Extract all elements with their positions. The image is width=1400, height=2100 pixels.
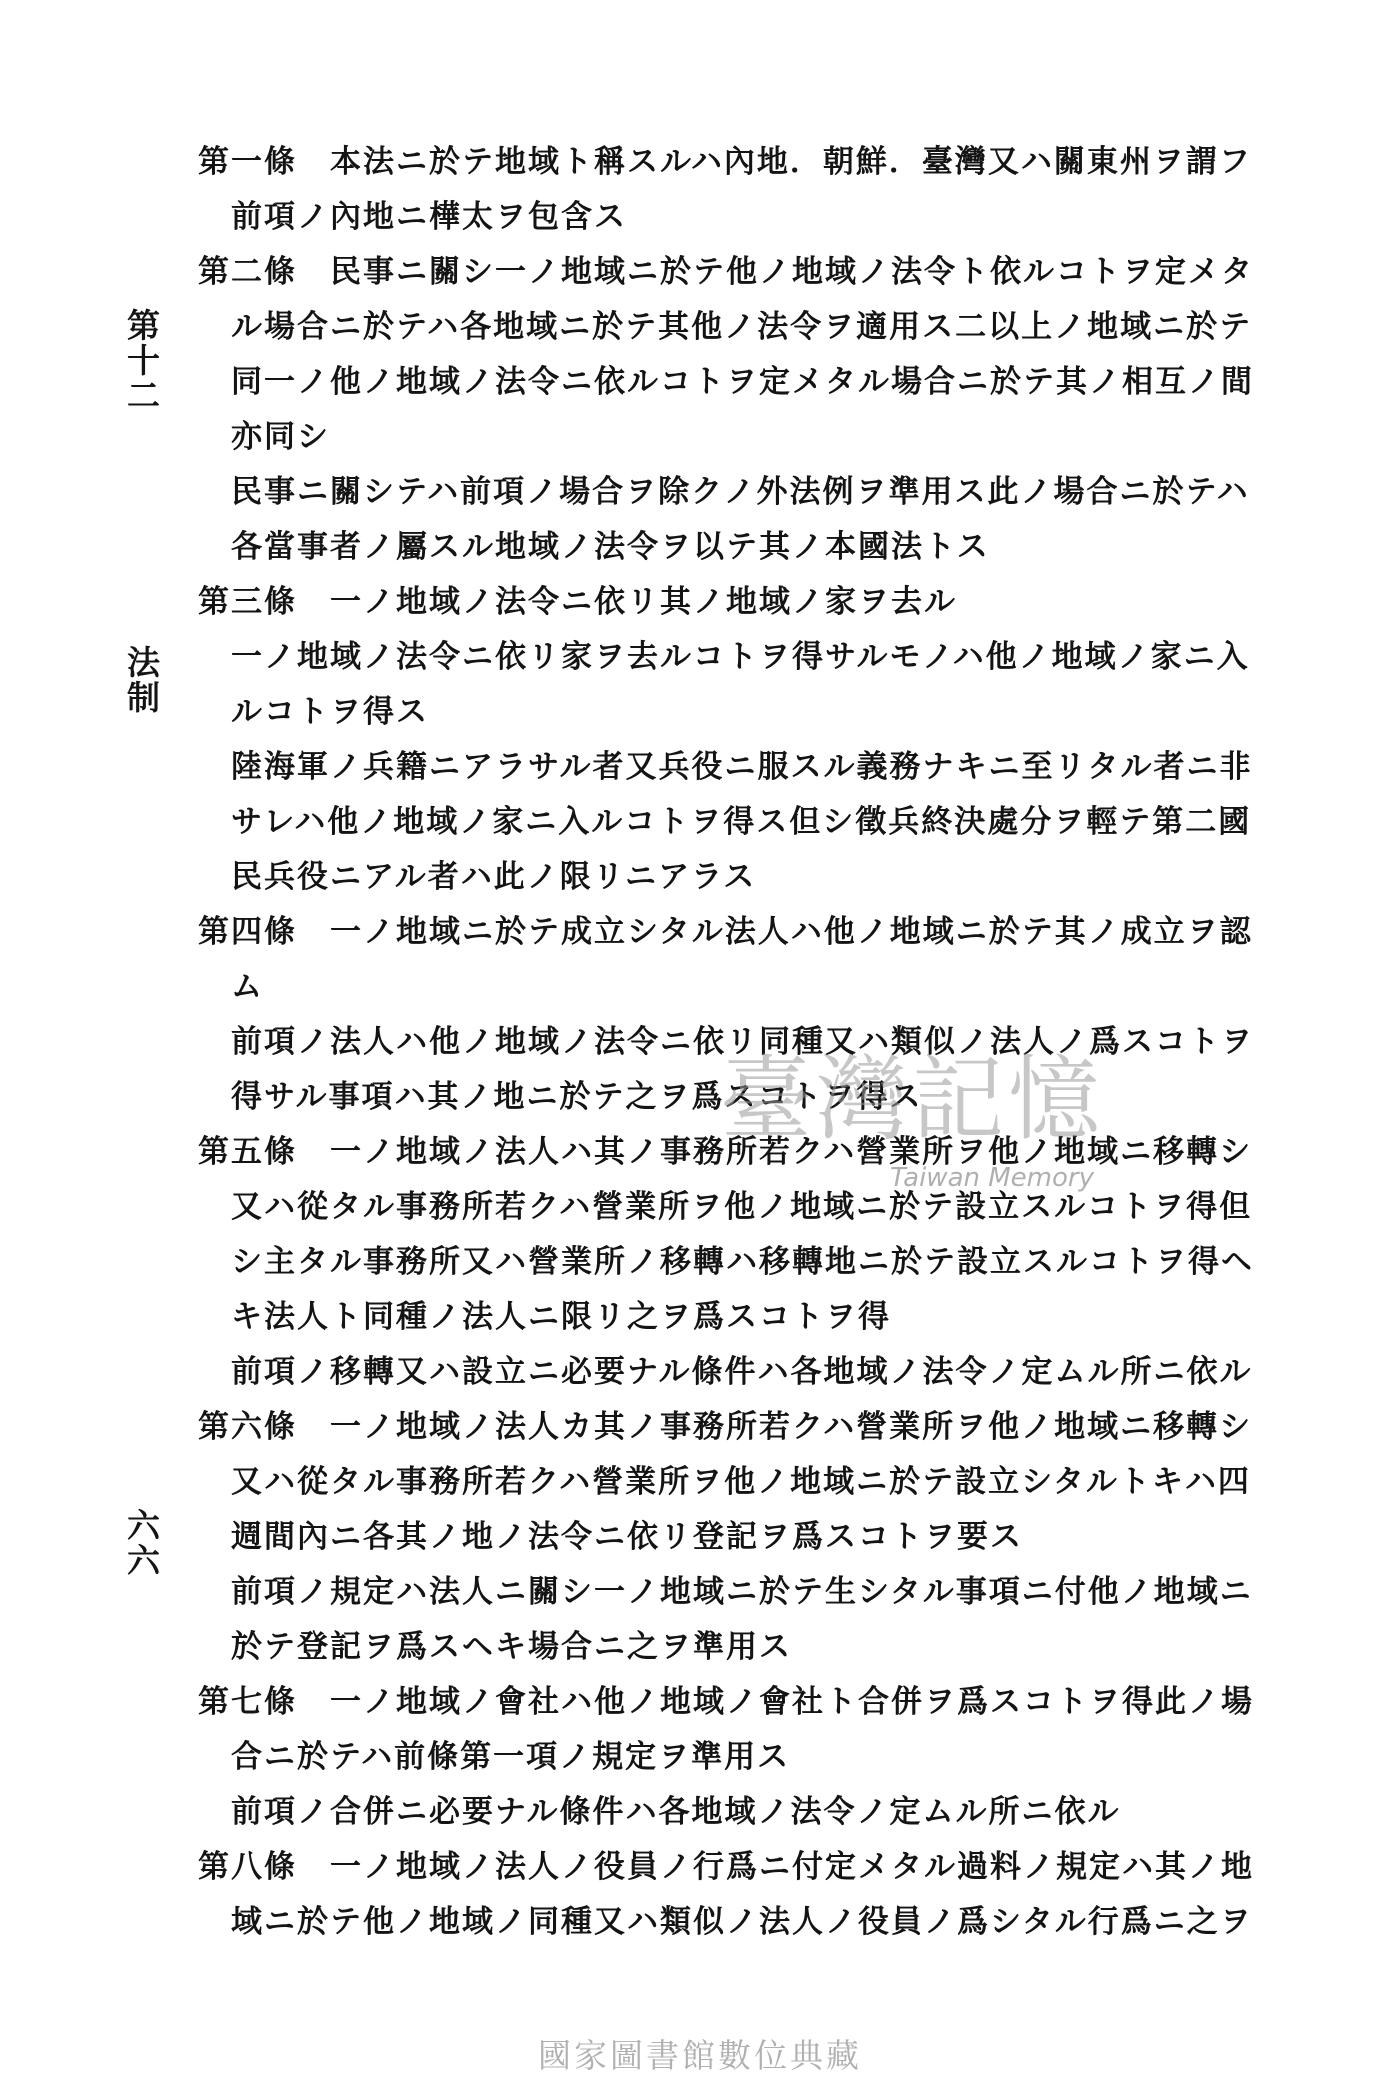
article-4 (198, 905, 1283, 1125)
article-line: ル場合ニ於テハ各地域ニ於テ其他ノ法令ヲ適用ス二以上ノ地域ニ於テ (231, 309, 1253, 345)
article-line: ルコトヲ得ス (231, 694, 429, 730)
article-7 (198, 1675, 1283, 1840)
article-line: 域ニ於テ他ノ地域ノ同種又ハ類似ノ法人ノ役員ノ爲シタル行爲ニ之ヲ (231, 1904, 1253, 1940)
article-line: 第五條 一ノ地域ノ法人ハ其ノ事務所若クハ營業所ヲ他ノ地域ニ移轉シ (198, 1134, 1253, 1170)
article-line: 前項ノ移轉又ハ設立ニ必要ナル條件ハ各地域ノ法令ノ定ムル所ニ依ル (231, 1354, 1253, 1390)
article-line: 民兵役ニアル者ハ此ノ限リニアラス (231, 859, 757, 895)
watermark-subtitle: Taiwan Memory (890, 1163, 1094, 1193)
article-line: 第二條 民事ニ關シ一ノ地域ニ於テ他ノ地域ノ法令ト依ルコトヲ定メタ (198, 254, 1254, 290)
article-line: キ法人ト同種ノ法人ニ限リ之ヲ爲スコトヲ得 (231, 1299, 891, 1335)
article-line: 得サル事項ハ其ノ地ニ於テ之ヲ爲スコトヲ得ス (231, 1079, 923, 1115)
article-8 (198, 1840, 1283, 1950)
margin-section-label: 法制 (122, 645, 161, 715)
article-5 (198, 1125, 1283, 1400)
article-line: 前項ノ內地ニ樺太ヲ包含ス (231, 199, 627, 235)
article-2 (198, 245, 1283, 575)
article-3 (198, 575, 1283, 905)
article-line: 亦同シ (231, 419, 330, 455)
article-line: 第八條 一ノ地域ノ法人ノ役員ノ行爲ニ付定メタル過料ノ規定ハ其ノ地 (198, 1849, 1254, 1885)
article-line: 陸海軍ノ兵籍ニアラサル者又兵役ニ服スル義務ナキニ至リタル者ニ非 (231, 749, 1253, 785)
article-line: 第四條 一ノ地域ニ於テ成立シタル法人ハ他ノ地域ニ於テ其ノ成立ヲ認 (198, 914, 1253, 950)
document-body (198, 135, 1283, 1950)
article-line: 第六條 一ノ地域ノ法人カ其ノ事務所若クハ營業所ヲ他ノ地域ニ移轉シ (198, 1409, 1253, 1445)
article-line: 前項ノ合併ニ必要ナル條件ハ各地域ノ法令ノ定ムル所ニ依ル (231, 1794, 1121, 1830)
article-1 (198, 135, 1283, 245)
article-6 (198, 1400, 1283, 1675)
article-line: 同一ノ他ノ地域ノ法令ニ依ルコトヲ定メタル場合ニ於テ其ノ相互ノ間 (231, 364, 1254, 400)
watermark-logo-text: 臺灣記憶 (720, 1046, 1105, 1153)
article-line: 民事ニ關シテハ前項ノ場合ヲ除クノ外法例ヲ準用ス此ノ場合ニ於テハ (231, 474, 1250, 510)
article-line: 又ハ從タル事務所若クハ營業所ヲ他ノ地域ニ於テ設立シタルトキハ四 (231, 1464, 1251, 1500)
article-line: サレハ他ノ地域ノ家ニ入ルコトヲ得ス但シ徵兵終決處分ヲ輕テ第二國 (231, 804, 1252, 840)
article-line: 各當事者ノ屬スル地域ノ法令ヲ以テ其ノ本國法トス (231, 529, 990, 565)
article-line: ム (231, 969, 264, 1005)
article-line: 於テ登記ヲ爲スヘキ場合ニ之ヲ準用ス (231, 1629, 792, 1665)
article-line: 週間內ニ各其ノ地ノ法令ニ依リ登記ヲ爲スコトヲ要ス (231, 1519, 1023, 1555)
article-line: シ主タル事務所又ハ營業所ノ移轉ハ移轉地ニ於テ設立スルコトヲ得ヘ (231, 1244, 1254, 1280)
page-number: 六六 (122, 1508, 161, 1578)
article-line: 又ハ從タル事務所若クハ營業所ヲ他ノ地域ニ於テ設立スルコトヲ得但 (231, 1189, 1253, 1225)
article-line: 第三條 一ノ地域ノ法令ニ依リ其ノ地域ノ家ヲ去ル (198, 584, 957, 620)
article-line: 一ノ地域ノ法令ニ依リ家ヲ去ルコトヲ得サルモノハ他ノ地域ノ家ニ入 (231, 639, 1250, 675)
article-line: 第一條 本法ニ於テ地域ト稱スルハ內地．朝鮮．臺灣又ハ關東州ヲ謂フ (198, 144, 1252, 180)
margin-chapter-label: 第十二 (122, 308, 161, 413)
footer-credit: 國家圖書館數位典藏 (538, 2036, 862, 2075)
article-line: 前項ノ法人ハ他ノ地域ノ法令ニ依リ同種又ハ類似ノ法人ノ爲スコトヲ (231, 1024, 1254, 1060)
article-line: 第七條 一ノ地域ノ會社ハ他ノ地域ノ會社ト合併ヲ爲スコトヲ得此ノ場 (198, 1684, 1254, 1720)
article-line: 合ニ於テハ前條第一項ノ規定ヲ準用ス (231, 1739, 791, 1775)
article-line: 前項ノ規定ハ法人ニ關シ一ノ地域ニ於テ生シタル事項ニ付他ノ地域ニ (231, 1574, 1253, 1610)
